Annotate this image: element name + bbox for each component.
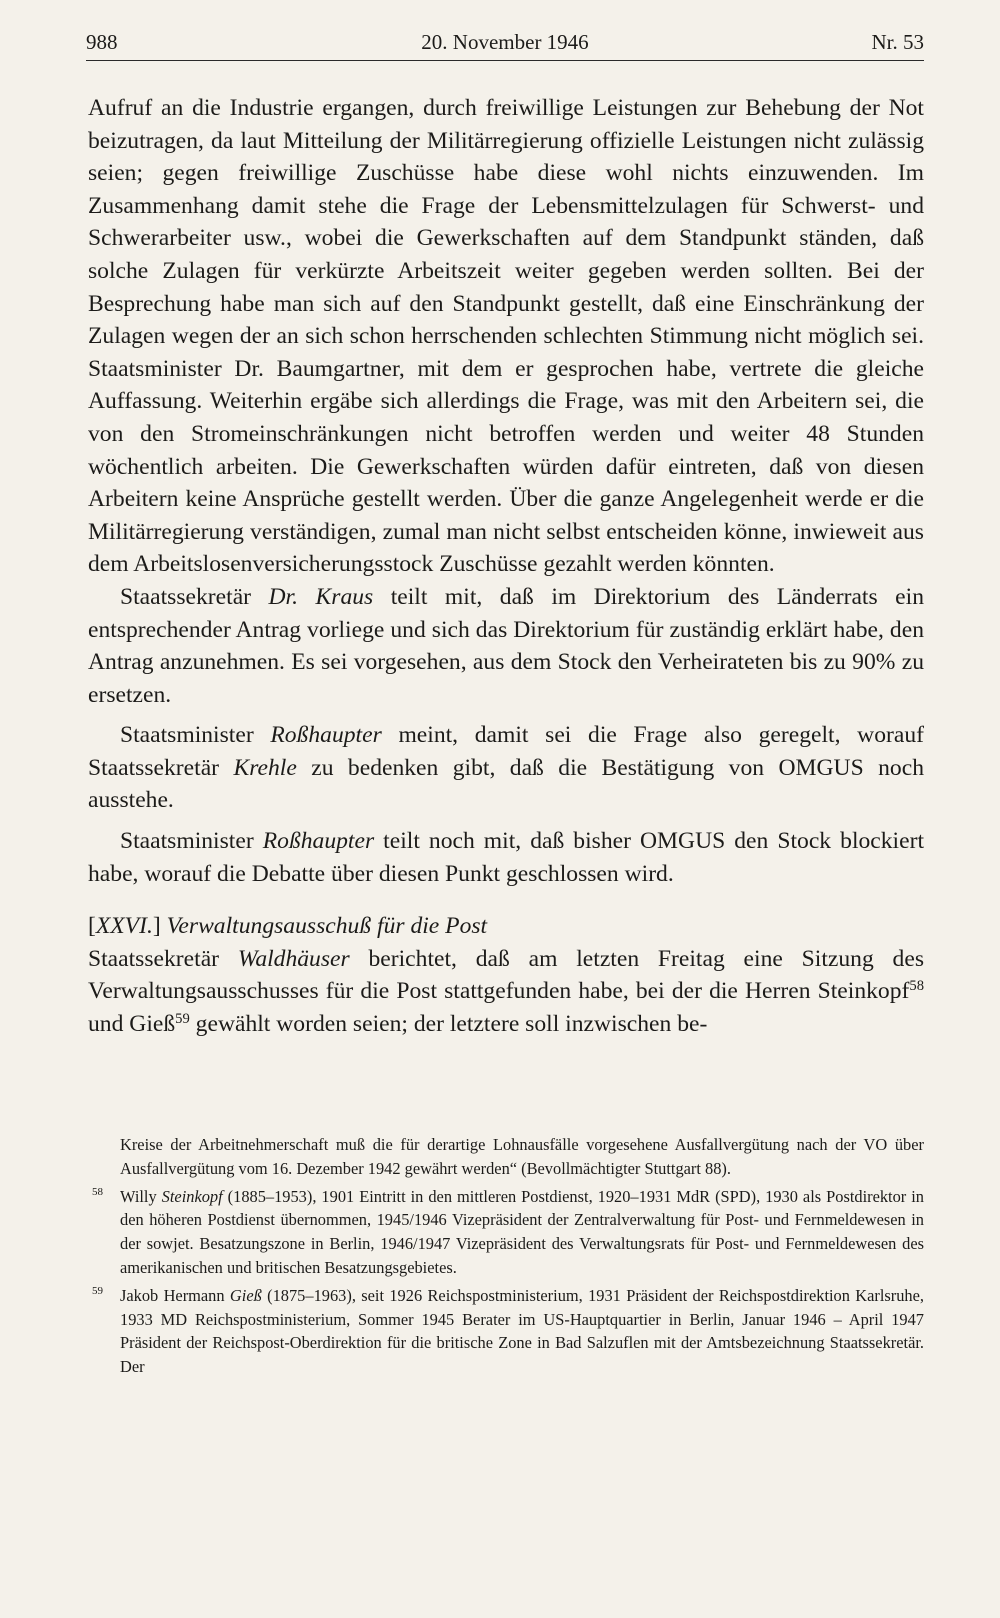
p3-text-c: zu bedenken gibt, daß die Bestätigung von OMGUS noch ausstehe.	[88, 754, 924, 814]
p5-text-d: gewählt worden seien; der letztere soll inzwischen be-	[189, 1011, 708, 1038]
p2-text-a: Staatssekretär	[120, 583, 269, 610]
paragraph-5	[88, 943, 924, 1041]
footnote-59-number: 59	[92, 1284, 103, 1297]
main-text	[88, 92, 924, 1041]
p5-text-b: berichtet, daß am letzten Freitag eine Sitzung des Verwaltungsausschusses für die Post stattgefunden habe, bei der die Herren Steinkopf	[88, 945, 924, 1005]
p3-person-name-1: Roßhaupter	[270, 722, 382, 749]
p3-text-a: Staatsminister	[120, 722, 271, 749]
header-date: 20. November 1946	[421, 30, 589, 54]
p3-text-b: meint, damit sei die Frage also geregelt, worauf Staatssekretär	[88, 722, 924, 781]
paragraph-3	[88, 719, 924, 817]
footnotes	[92, 1133, 925, 1379]
p2-text-b: teilt mit, daß im Direktorium des Länderrats ein entsprechender Antrag vorliege und sich das Direktorium für zuständig erklärt habe, den Antrag anzunehmen. Es sei vorgesehen, aus dem Stock den Verheirateten bis zu 90% zu ersetzen.	[88, 583, 924, 708]
footnote-ref-59: 59	[175, 1010, 190, 1027]
footnote-continuation: Kreise der Arbeitnehmerschaft muß die für derartige Lohnausfälle vorgesehene Ausfallvergütung nach der VO über Ausfallvergütung vom 16. Dezember 1942 gewährt werden“ (Bevollmächtigter Stuttgart 88).	[120, 1135, 924, 1178]
p5-text-a: Staatssekretär	[88, 945, 238, 972]
section-heading	[88, 910, 924, 943]
fn58-text-a: Willy	[120, 1186, 162, 1206]
p2-space	[298, 584, 316, 610]
p4-text-b: teilt noch mit, daß bisher OMGUS den Stock blockiert habe, worauf die Debatte über diesen Punkt geschlossen wird.	[88, 828, 925, 887]
p3-person-name-2: Krehle	[233, 754, 297, 781]
paragraph-1: Aufruf an die Industrie ergangen, durch freiwillige Leistungen zur Behebung der Not beizutragen, da laut Mitteilung der Militärregierung offizielle Leistungen nicht zulässig seien; gegen freiwillige Zuschüsse habe diese wohl nichts einzuwenden. Im Zusammenhang damit stehe die Frage der Lebensmittelzulagen für Schwerst- und Schwerarbeiter usw., wobei die Gewerkschaften auf dem Standpunkt ständen, daß solche Zulagen für verkürzte Arbeitszeit weiter gegeben werden sollten. Bei der Besprechung habe man sich auf den Standpunkt gestellt, daß eine Einschränkung der Zulagen wegen der an sich schon herrschenden schlechten Stimmung nicht möglich sei. Staatsminister Dr. Baumgartner, mit dem er gesprochen habe, vertrete die gleiche Auffassung. Weiterhin ergäbe sich allerdings die Frage, was mit den Arbeitern sei, die von den Stromeinschränkungen nicht betroffen werden und weiter 48 Stunden wöchentlich arbeiten. Die Gewerkschaften würden dafür eintreten, daß von diesen Arbeitern keine Ansprüche gestellt werden. Über die ganze Angelegenheit werde er die Militärregierung verständigen, zumal man nicht selbst entscheiden könne, inwieweit aus dem Arbeitslosenversicherungsstock Zuschüsse gezahlt werden könnten.	[88, 95, 924, 578]
heading-bracket-close: ]	[152, 913, 161, 940]
page-number: 988	[86, 30, 118, 54]
paragraph-2	[88, 581, 924, 711]
paragraph-4	[88, 825, 924, 890]
footnote-ref-58: 58	[909, 978, 924, 995]
fn58-person-name: Steinkopf	[161, 1186, 223, 1206]
fn59-person-name: Gieß	[229, 1285, 262, 1305]
heading-bracket-open: [	[88, 913, 96, 940]
running-header	[86, 26, 924, 61]
issue-number: Nr. 53	[871, 30, 924, 54]
footnote-59	[92, 1284, 925, 1379]
p5-person-name: Waldhäuser	[237, 945, 350, 972]
fn59-text-a: Jakob Hermann	[120, 1285, 230, 1305]
heading-numeral: XXVI.	[95, 913, 153, 940]
p2-person-name: Kraus	[315, 583, 374, 610]
p4-text-a: Staatsminister	[120, 828, 263, 855]
p4-person-name: Roßhaupter	[262, 828, 375, 855]
heading-title: Verwaltungsausschuß für die Post	[166, 913, 488, 940]
fn58-text-b: (1885–1953), 1901 Eintritt in den mittleren Postdienst, 1920–1931 MdR (SPD), 1930 als Postdirektor in den höheren Postdienst übernommen, 1945/1946 Vizepräsident der Zentralverwaltung für Post- und Fernmeldewesen in der sowjet. Besatzungszone in Berlin, 1946/1947 Vizepräsident des Verwaltungsrats für Post- und Fernmeldewesen des amerikanischen und britischen Besatzungsgebietes.	[120, 1186, 924, 1277]
footnote-58	[92, 1185, 924, 1280]
p2-title: Dr.	[268, 583, 299, 610]
footnote-58-number: 58	[92, 1185, 103, 1198]
fn59-text-b: (1875–1963), seit 1926 Reichspostministerium, 1931 Präsident der Reichspostdirektion Karlsruhe, 1933 MD Reichspostministerium, Sommer 1945 Berater im US-Hauptquartier in Berlin, Januar 1946 – April 1947 Präsident der Reichspost-Oberdirektion für die britische Zone in Bad Salzuflen mit der Amtsbezeichnung Staatssekretär. Der	[120, 1285, 925, 1377]
p5-text-c: und Gieß	[88, 1011, 176, 1038]
